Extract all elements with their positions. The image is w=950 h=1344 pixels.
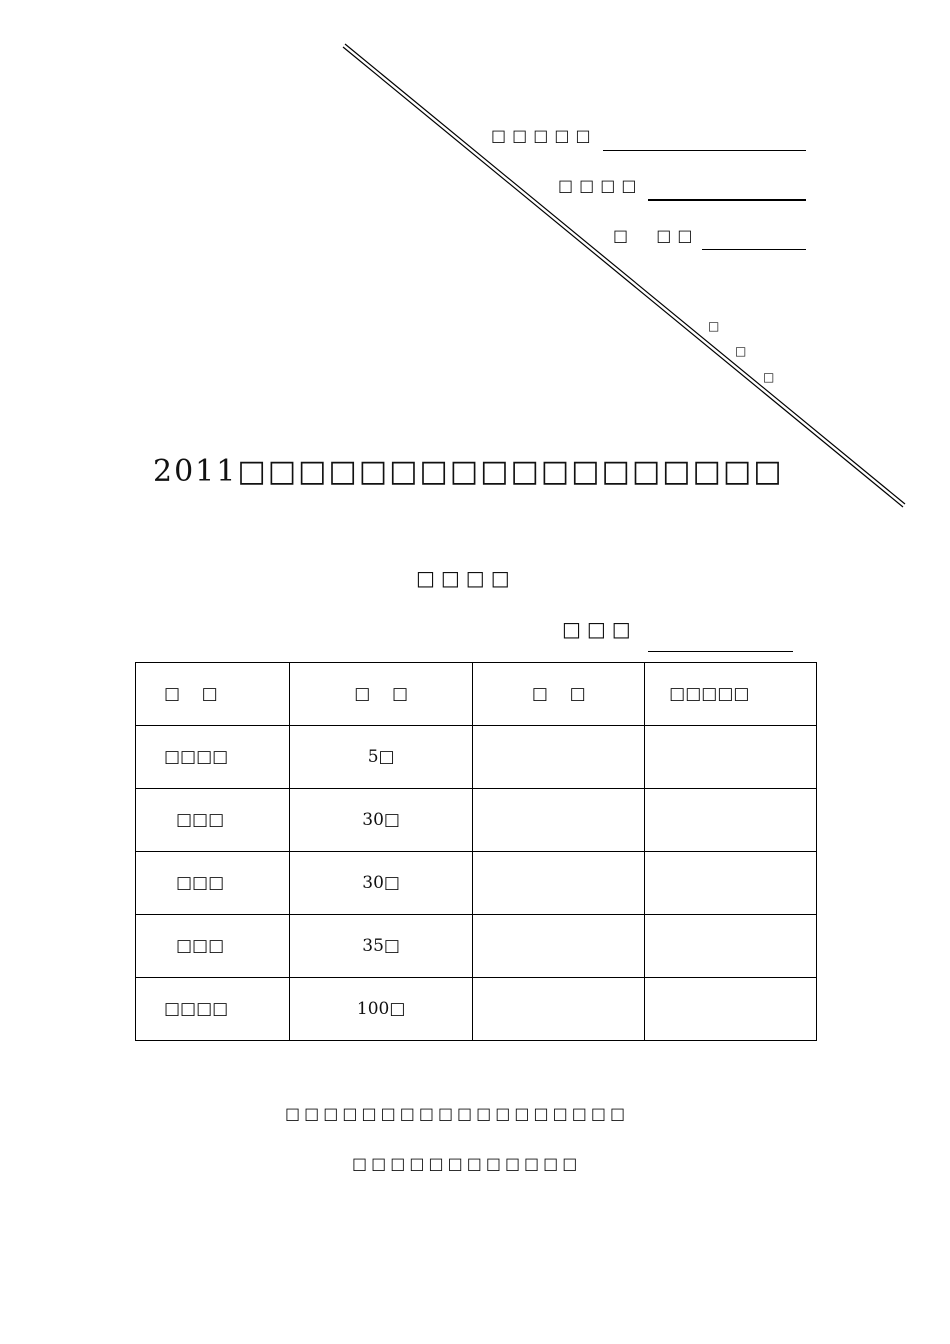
row-score-cell[interactable] xyxy=(473,789,645,852)
header-field-label-1: □□□□□ xyxy=(491,126,597,145)
row-item: □□□ xyxy=(136,915,290,978)
score-label: □□□ xyxy=(562,617,637,641)
table-row xyxy=(136,915,817,978)
table-header-row xyxy=(136,663,817,726)
header-field-label-3: □ □□ xyxy=(613,226,699,245)
row-item: □□□ xyxy=(136,852,290,915)
score-table xyxy=(135,662,817,1041)
header-field-blank-2[interactable] xyxy=(648,199,806,201)
table-row xyxy=(136,789,817,852)
table-row xyxy=(136,978,817,1041)
row-score-cell[interactable] xyxy=(473,852,645,915)
row-points: 30□ xyxy=(289,789,473,852)
row-grader-cell[interactable] xyxy=(645,726,817,789)
row-points: 30□ xyxy=(289,852,473,915)
exam-title: 2011□□□□□□□□□□□□□□□□□□ xyxy=(153,454,784,489)
row-item: □□□□ xyxy=(136,978,290,1041)
header-field-blank-1[interactable] xyxy=(603,150,806,151)
footer-line-1: □□□□□□□□□□□□□□□□□□ xyxy=(285,1104,630,1123)
row-score-cell[interactable] xyxy=(473,726,645,789)
row-grader-cell[interactable] xyxy=(645,978,817,1041)
row-points: 35□ xyxy=(289,915,473,978)
cut-line-char-1: □ xyxy=(708,319,720,333)
header-cell-points: □ □ xyxy=(289,663,473,726)
row-item: □□□ xyxy=(136,789,290,852)
row-item: □□□□ xyxy=(136,726,290,789)
cut-line-char-2: □ xyxy=(735,344,747,358)
row-grader-cell[interactable] xyxy=(645,789,817,852)
header-field-label-2: □□□□ xyxy=(558,176,643,195)
score-blank[interactable] xyxy=(648,651,793,652)
row-points: 100□ xyxy=(289,978,473,1041)
table-row xyxy=(136,726,817,789)
header-cell-score: □ □ xyxy=(473,663,645,726)
row-grader-cell[interactable] xyxy=(645,852,817,915)
row-points: 5□ xyxy=(289,726,473,789)
row-grader-cell[interactable] xyxy=(645,915,817,978)
header-field-blank-3[interactable] xyxy=(702,249,806,250)
exam-subtitle: □□□□ xyxy=(416,566,516,590)
row-score-cell[interactable] xyxy=(473,915,645,978)
row-score-cell[interactable] xyxy=(473,978,645,1041)
footer-line-2: □□□□□□□□□□□□ xyxy=(352,1154,582,1173)
cut-line-char-3: □ xyxy=(763,370,775,384)
header-cell-grader: □□□□□ xyxy=(645,663,817,726)
header-cell-item: □ □ xyxy=(136,663,290,726)
table-row xyxy=(136,852,817,915)
